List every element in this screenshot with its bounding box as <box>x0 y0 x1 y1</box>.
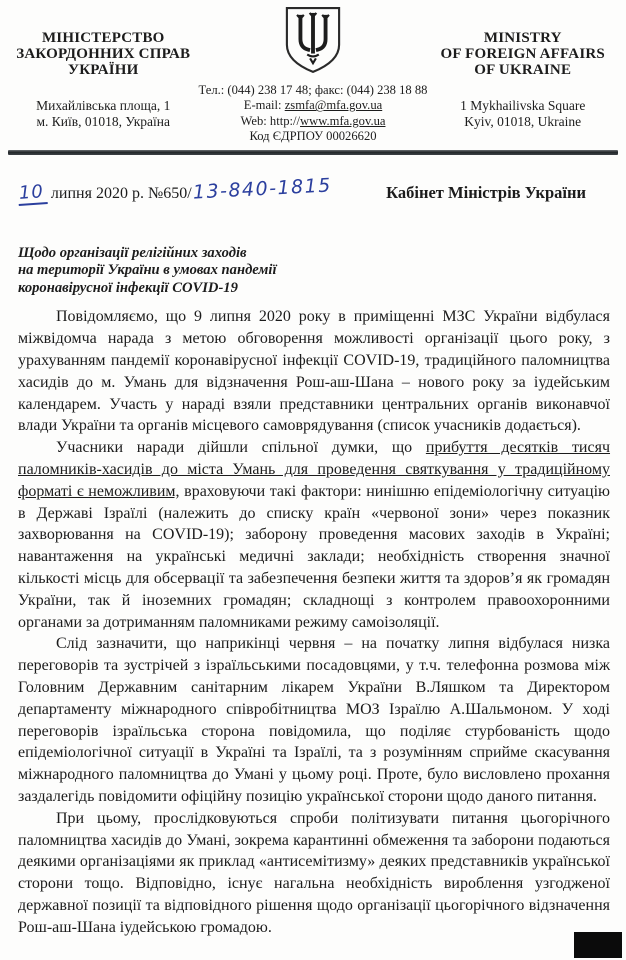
address-line: Kyiv, 01018, Ukraine <box>464 113 582 129</box>
letterhead-left-block <box>8 4 199 145</box>
paragraph <box>18 306 610 437</box>
addressee: Кабінет Міністрів України <box>386 182 586 202</box>
paragraph <box>18 633 610 807</box>
handwritten-reference-number: 13-840-1815 <box>192 174 332 204</box>
ministry-name-line: УКРАЇНИ <box>67 62 139 78</box>
subject-line: на території України в умовах пандемії <box>18 262 277 279</box>
ministry-address-ukrainian <box>8 98 199 129</box>
text-run: Слід зазначити, що наприкінці червня – на початку липня відбулася низка переговорів та зустрічей з ізраїльськими посадовцями, у т.ч. телефонна розмова між Головним Державним санітарним лікарем України В.Ляшком та Директором департаменту міжнародного співробітництва МОЗ Ізраїлю А.Шальмоном. У ході переговорів ізраїльська сторона повідомила, що поділяє стурбованість щодо епідеміологічної ситуації в Україні та Ізраїлі, та з розумінням сприйме скасування міжнародного паломництва до Умані у цьому році. Проте, було висловлено прохання заздалегідь повідомити офіційну позицію української сторони щодо даного питання. <box>18 635 610 805</box>
trident-emblem-icon <box>284 6 342 74</box>
subject-block <box>18 245 626 298</box>
handwritten-day: 10 <box>17 181 47 206</box>
letter-body <box>18 306 610 938</box>
edrpou-line: Код ЄДРПОУ 00026620 <box>249 129 377 144</box>
paragraph <box>18 808 610 939</box>
ministry-name-english <box>427 30 618 78</box>
text-run: Учасники наради дійшли спільної думки, що <box>56 439 426 457</box>
ministry-name-line: OF FOREIGN AFFAIRS <box>440 46 605 62</box>
ministry-name-line: МІНІСТЕРСТВО <box>41 30 165 46</box>
ministry-name-ukrainian <box>8 30 199 78</box>
email-address: zsmfa@mfa.gov.ua <box>284 98 383 113</box>
email-line <box>199 98 428 113</box>
letterhead-center-block <box>199 4 428 145</box>
reference-row <box>18 174 608 205</box>
ministry-name-line: MINISTRY <box>483 30 562 46</box>
web-address: www.mfa.gov.ua <box>300 113 386 128</box>
text-run: враховуючи такі фактори: нинішню епідеміологічну ситуацію в Державі Ізраїлі (належить до списку країн «червоної зони» через показник захворювання на COVID-19); заборону проведення масових заходів в Україні; навантаження на українські медичні заклади; необхідність створення значної кількості місць для обсервації та забезпечення безпеки життя та здоров’я як громадян України, так й іноземних громадян; складнощі з контролем правоохоронними органами за дотриманням паломниками режиму самоізоляції. <box>18 482 610 631</box>
address-line: Михайлівська площа, 1 <box>36 98 171 113</box>
web-line <box>199 114 428 129</box>
letterhead-right-block <box>427 4 618 145</box>
text-run: Повідомляємо, що 9 липня 2020 року в приміщенні МЗС України відбулася міжвідомча нарада з метою обговорення можливості організації цього року, з урахуванням пандемії коронавірусної інфекції COVID-19, традиційного паломництва хасидів до м. Умань для відзначення Рош-аш-Шана – нового року за іудейським календарем. Участь у нараді взяли представники центральних органів виконавчої влади України та органів місцевого самоврядування (список учасників додається). <box>18 308 610 435</box>
ministry-address-english <box>427 98 618 129</box>
ministry-name-line: ЗАКОРДОННИХ СПРАВ <box>16 46 191 62</box>
dark-corner-mark <box>574 932 622 958</box>
letterhead-divider <box>8 150 618 155</box>
phone-fax-line: Тел.: (044) 238 17 48; факс: (044) 238 18 88 <box>198 83 428 97</box>
address-line: м. Київ, 01018, Україна <box>36 113 171 129</box>
address-line: 1 Mykhailivska Square <box>460 98 586 113</box>
text-run: При цьому, прослідковуються спроби політизувати питання цьогорічного паломництва хасидів до Умані, зокрема карантинні обмеження та заборони подаються деякими організаціями як приклад «антисемітизму» деяких представників української сторони тощо. Відповідно, існує нагальна необхідність вироблення узгодженої державної позиції та відповідного рішення щодо організації цьогорічного відзначення Рош-аш-Шана іудейською громадою. <box>18 809 610 936</box>
subject-line: Щодо організації релігійних заходів <box>18 244 247 261</box>
letterhead <box>0 0 626 145</box>
reference-printed-text: липня 2020 р. №650/ <box>50 184 192 202</box>
underlined-text-run: прибуття десятків тисяч паломників-хасидів до міста Умань для проведення святкування у традиційному форматі є неможливим, <box>18 439 611 500</box>
ministry-name-line: OF UKRAINE <box>474 62 572 78</box>
web-label: Web: http:// <box>240 113 301 128</box>
contact-info <box>199 83 428 145</box>
email-label: E-mail: <box>243 98 285 113</box>
subject-line: коронавірусної інфекції COVID-19 <box>18 279 238 296</box>
paragraph <box>18 437 610 633</box>
